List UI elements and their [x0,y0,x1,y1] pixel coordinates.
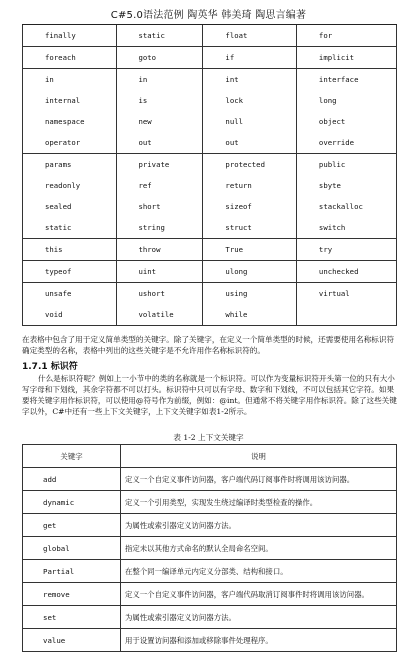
table-cell: short [116,196,203,217]
description-cell: 为属性或索引器定义访问器方法。 [121,606,397,629]
keyword-cell: add [23,468,121,491]
table-cell: struct [203,217,297,239]
table-row [23,468,397,491]
table-cell: protected [203,154,297,176]
table-cell: sizeof [203,196,297,217]
table-cell: switch [296,217,396,239]
table-row [23,239,397,261]
keyword-cell: get [23,514,121,537]
table-cell: finally [23,25,117,47]
keyword-cell: value [23,629,121,652]
column-header: 说明 [121,445,397,468]
table-cell: using [203,283,297,305]
table-cell: throw [116,239,203,261]
keyword-table [22,25,397,326]
table-cell: if [203,47,297,69]
table-cell: namespace [23,111,117,132]
keyword-cell: global [23,537,121,560]
table-cell: ref [116,175,203,196]
table-cell: unsafe [23,283,117,305]
table-cell: long [296,90,396,111]
table-row [23,583,397,606]
table-row [23,491,397,514]
table-row [23,25,397,47]
table-row [23,217,397,239]
table-cell: sbyte [296,175,396,196]
page-header: C#5.0语法范例 陶英华 韩美琦 陶思言编著 [110,10,307,21]
section-heading: 1.7.1 标识符 [22,362,78,372]
table-cell: volatile [116,304,203,326]
table-cell: null [203,111,297,132]
table-cell: new [116,111,203,132]
description-cell: 指定未以其他方式命名的默认全局命名空间。 [121,537,397,560]
table-row [23,304,397,326]
table-cell: operator [23,132,117,154]
table-cell: int [203,69,297,91]
table-cell: goto [116,47,203,69]
table-cell: unchecked [296,261,396,283]
description-cell: 为属性或索引器定义访问器方法。 [121,514,397,537]
identifier-paragraph: 什么是标识符呢？例如上一小节中的类的名称就是一个标识符。可以作为变量标识符开头第一位的只有大小写字母和下划线，其余字符都不可以打头。标识符中只可以有字母、数字和下划线，不可以包括其它字符。如果要将关键字用作标识符，可以使用@符号作为前缀，例如：@int。但通常不将关键字用作标识符。除了这些关键字以外，C#中还有一些上下文关键字，上下文关键字如表1-2所示。 [22,374,397,416]
table-cell: return [203,175,297,196]
table-cell: for [296,25,396,47]
table-row [23,175,397,196]
table-cell: params [23,154,117,176]
table-cell: True [203,239,297,261]
table-cell: in [116,69,203,91]
description-cell: 用于设置访问器和添加或移除事件处理程序。 [121,629,397,652]
keyword-cell: remove [23,583,121,606]
table-cell: static [116,25,203,47]
table-cell: float [203,25,297,47]
description-cell: 定义一个引用类型，实现发生绕过编译时类型检查的操作。 [121,491,397,514]
table-header-row [23,445,397,468]
table-cell: sealed [23,196,117,217]
table-cell: lock [203,90,297,111]
table-row [23,537,397,560]
table-row [23,606,397,629]
table-caption: 表 1-2 上下文关键字 [173,433,244,442]
table-cell: foreach [23,47,117,69]
table-cell: public [296,154,396,176]
table-cell: stackalloc [296,196,396,217]
table-row [23,514,397,537]
keyword-cell: dynamic [23,491,121,514]
table-cell: string [116,217,203,239]
table-cell: override [296,132,396,154]
table-row [23,132,397,154]
keyword-cell: set [23,606,121,629]
column-header: 关键字 [23,445,121,468]
table-cell: interface [296,69,396,91]
table-cell: internal [23,90,117,111]
table-cell [296,304,396,326]
table-row [23,154,397,176]
table-row [23,47,397,69]
table-cell: void [23,304,117,326]
table-cell: virtual [296,283,396,305]
description-cell: 在整个同一编译单元内定义分部类、结构和接口。 [121,560,397,583]
table-cell: out [116,132,203,154]
context-keyword-table [22,444,397,652]
table-cell: readonly [23,175,117,196]
table-cell: in [23,69,117,91]
table-cell: implicit [296,47,396,69]
table-row [23,560,397,583]
table-row [23,111,397,132]
table-row [23,283,397,305]
table-cell: out [203,132,297,154]
table-row [23,629,397,652]
table-row [23,261,397,283]
table-cell: static [23,217,117,239]
table-cell: ulong [203,261,297,283]
table-cell: private [116,154,203,176]
description-cell: 定义一个自定义事件访问器，客户端代码取消订阅事件时将调用该访问器。 [121,583,397,606]
table-row [23,90,397,111]
table-cell: object [296,111,396,132]
intro-paragraph: 在表格中包含了用于定义简单类型的关键字。除了关键字，在定义一个简单类型的时候，还需要使用名称标识符确定类型的名称，表格中列出的这些关键字是不允许用作名称标识符的。 [22,335,395,355]
description-cell: 定义一个自定义事件访问器，客户端代码订阅事件时将调用该访问器。 [121,468,397,491]
table-cell: uint [116,261,203,283]
table-cell: typeof [23,261,117,283]
keyword-cell: Partial [23,560,121,583]
table-cell: while [203,304,297,326]
table-cell: is [116,90,203,111]
table-cell: try [296,239,396,261]
table-cell: ushort [116,283,203,305]
table-row [23,196,397,217]
table-row [23,69,397,91]
table-cell: this [23,239,117,261]
